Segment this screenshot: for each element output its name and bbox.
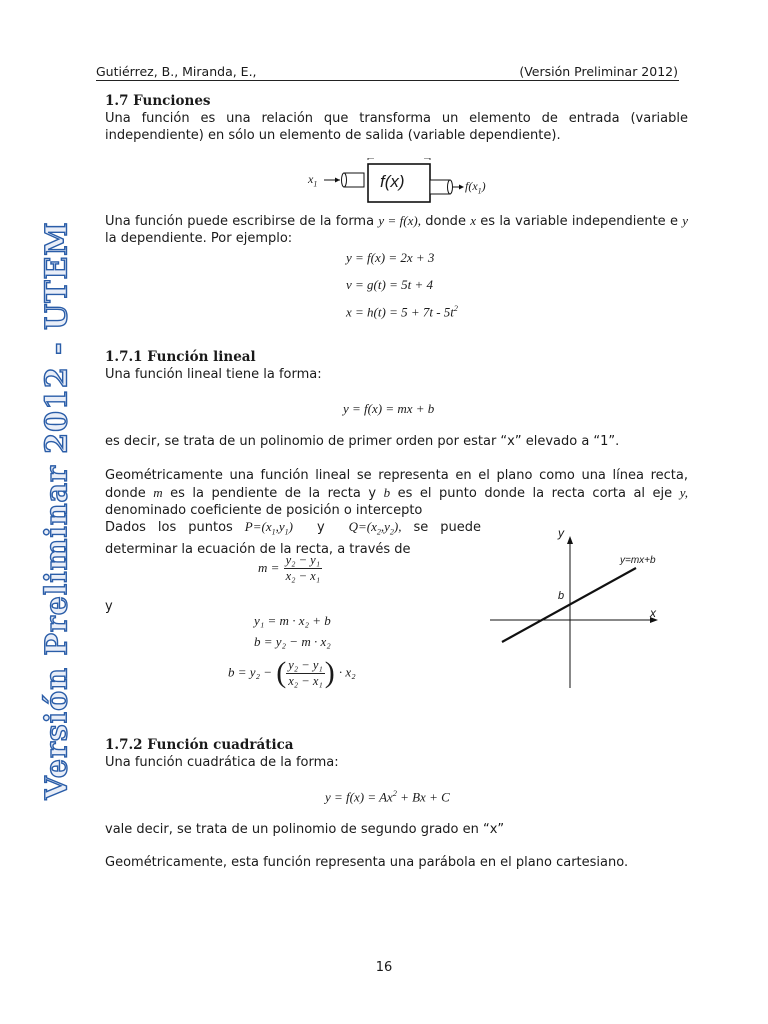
section-title-funcion-cuadratica: 1.7.2 Función cuadrática <box>105 737 294 753</box>
example-equation-3: $x = h(t) = 5 + 7t - 5t^2$ <box>346 304 458 320</box>
lineal-paragraph-orden: es decir, se trata de un polinomio de primer orden por estar “x” elevado a “1”. <box>105 434 620 449</box>
lineal-paragraph-puntos: Dados los puntos $P=(x_1,y_1)$ y $Q=(x_2,y_2)$, se puede determinar la ecuación de la recta, a través de <box>105 519 481 557</box>
watermark-text: Versión Preliminar 2012 - UTEM <box>39 220 75 800</box>
section-title-funciones: 1.7 Funciones <box>105 93 211 109</box>
lineal-intro: Una función lineal tiene la forma: <box>105 367 322 382</box>
header-rule <box>96 80 679 81</box>
cuadratica-paragraph-parabola: Geométricamente, esta función representa una parábola en el plano cartesiano. <box>105 855 629 870</box>
linear-graph-svg <box>486 522 666 690</box>
cuadratica-intro: Una función cuadrática de la forma: <box>105 755 339 770</box>
intercept-equation-3: b = y₂ − ( $\frac{\text{y₂ − y₁}}{\text{x₂ − x₁}}$ ) · x₂ <box>228 656 356 689</box>
lineal-formula: y = f(x) = mx + b <box>343 401 435 416</box>
page-number: 16 <box>375 960 393 975</box>
section-intro-funciones: Una función es una relación que transforma un elemento de entrada (variable independiente) en sólo un elemento de salida (variable dependiente). <box>105 111 688 143</box>
example-equation-1: y = f(x) = 2x + 3 <box>346 250 435 265</box>
graph-x-axis-label: x <box>650 606 656 620</box>
graph-intercept-label: b <box>558 590 565 602</box>
header-authors: Gutiérrez, B., Miranda, E., <box>96 64 257 79</box>
cuadratica-paragraph-grado: vale decir, se trata de un polinomio de segundo grado en “x” <box>105 822 505 837</box>
diagram-output-label: $f(x_1)$ <box>465 179 486 196</box>
linear-function-graph <box>486 522 666 690</box>
paragraph-forma-funcion: Una función puede escribirse de la forma y = f(x), donde x es la variable independiente e y la dependiente. Por ejemplo: <box>105 213 688 246</box>
slope-fraction: $\frac{\text{y₂ − y₁}}{\text{x₂ − x₁}}$ <box>285 553 321 583</box>
diagram-box-label: f(x) <box>380 172 405 191</box>
graph-line-label: y=mx+b <box>620 555 656 566</box>
example-equation-2: v = g(t) = 5t + 4 <box>346 277 433 292</box>
function-machine-diagram <box>300 158 500 210</box>
intercept-equation-1: y₁ = m · x₂ + b <box>254 613 331 628</box>
side-watermark <box>22 220 92 800</box>
connector-y: y <box>105 599 113 614</box>
diagram-input-label: $x_1$ <box>308 172 318 189</box>
intercept-equation-2: b = y₂ − m · x₂ <box>254 634 331 649</box>
lineal-paragraph-geometrico: Geométricamente una función lineal se representa en el plano como una línea recta, donde m es la pendiente de la recta y b es el punto donde la recta corta al eje y, denominado coeficiente de posición o intercepto <box>105 468 688 518</box>
section-title-funcion-lineal: 1.7.1 Función lineal <box>105 349 256 365</box>
header-version: (Versión Preliminar 2012) <box>519 64 678 79</box>
intercept-fraction: $\frac{\text{y₂ − y₁}}{\text{x₂ − x₁}}$ <box>288 657 323 688</box>
cuadratica-formula: $y = f(x) = Ax^2 + Bx + C$ <box>325 789 450 805</box>
graph-y-axis-label: y <box>558 526 564 540</box>
slope-formula: m = $\frac{\text{y₂ − y₁}}{\text{x₂ − x₁}}$ <box>258 553 321 583</box>
